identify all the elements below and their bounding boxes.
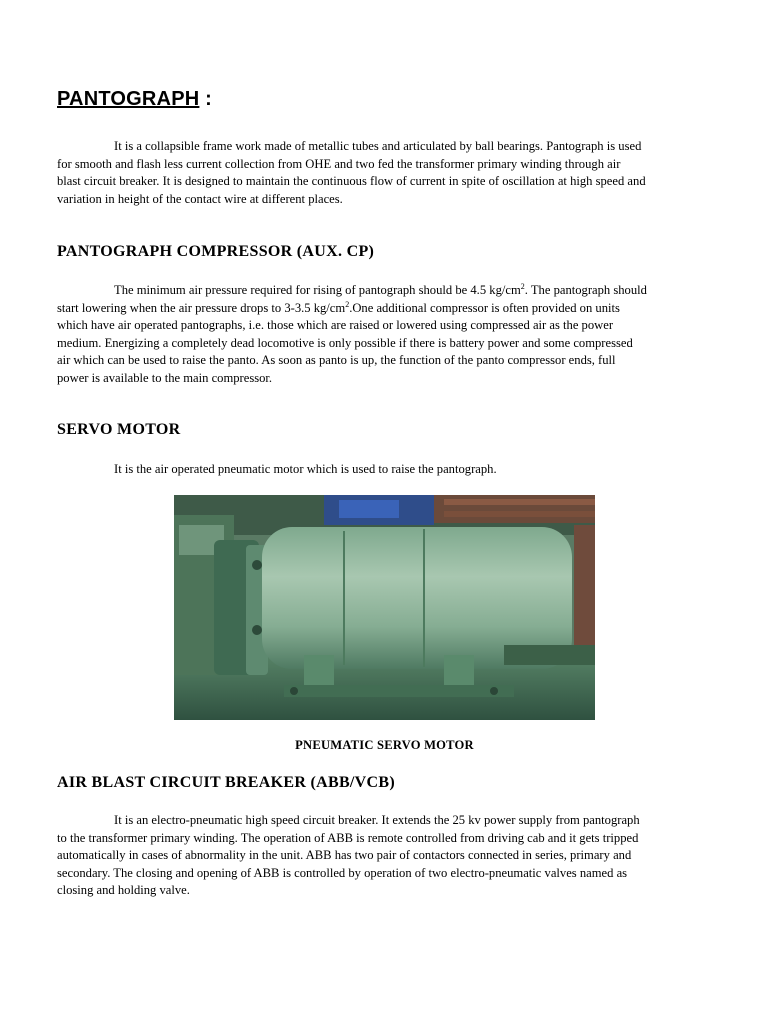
compressor-sup-1: 2 — [520, 281, 525, 291]
photo-caption: PNEUMATIC SERVO MOTOR — [295, 738, 474, 752]
abb-heading: AIR BLAST CIRCUIT BREAKER (ABB/VCB) — [57, 774, 395, 791]
page-title-suffix: : — [199, 88, 213, 110]
compressor-text-2: . The pantograph should start lowering when the air pressure drops to 3-3.5 kg/cm — [57, 283, 647, 315]
intro-paragraph: It is a collapsible frame work made of metallic tubes and articulated by ball bearings. Pantograph is used for smooth and flash less current collection from OHE and two fed the transformer primary winding through air blast circuit breaker. It is designed to maintain the continuous flow of current in spite of oscillation at high speed and variation in height of the contact wire at different places. — [57, 139, 646, 206]
servo-motor-photo — [174, 495, 595, 720]
page-title — [57, 88, 212, 111]
compressor-text-1: The minimum air pressure required for rising of pantograph should be 4.5 kg/cm — [114, 283, 521, 297]
compressor-sup-2: 2 — [345, 299, 350, 309]
compressor-text-3: .One additional compressor is often provided on units which have air operated pantographs, i.e. those which are raised or lowered using compressed air as the power medium. Energizing a completely dead locomotive is only possible if there is battery power and some compressed air which can be used to raise the panto. As soon as panto is up, the function of the panto compressor ends, full power is available to the main compressor. — [57, 300, 633, 385]
compressor-paragraph — [57, 282, 647, 388]
servo-paragraph: It is the air operated pneumatic motor which is used to raise the pantograph. — [114, 462, 497, 476]
servo-motor-illustration — [174, 495, 595, 720]
page-title-text: PANTOGRAPH — [57, 88, 200, 110]
abb-paragraph: It is an electro-pneumatic high speed circuit breaker. It extends the 25 kv power supply from pantograph to the transformer primary winding. The operation of ABB is remote controlled from driving cab and it gets tripped automatically in cases of abnormality in the unit. ABB has two pair of contactors connected in series, primary and secondary. The closing and opening of ABB is controlled by operation of two electro-pneumatic valves named as closing and holding valve. — [57, 813, 640, 898]
compressor-heading: PANTOGRAPH COMPRESSOR (AUX. CP) — [57, 243, 375, 260]
servo-heading: SERVO MOTOR — [57, 421, 181, 438]
